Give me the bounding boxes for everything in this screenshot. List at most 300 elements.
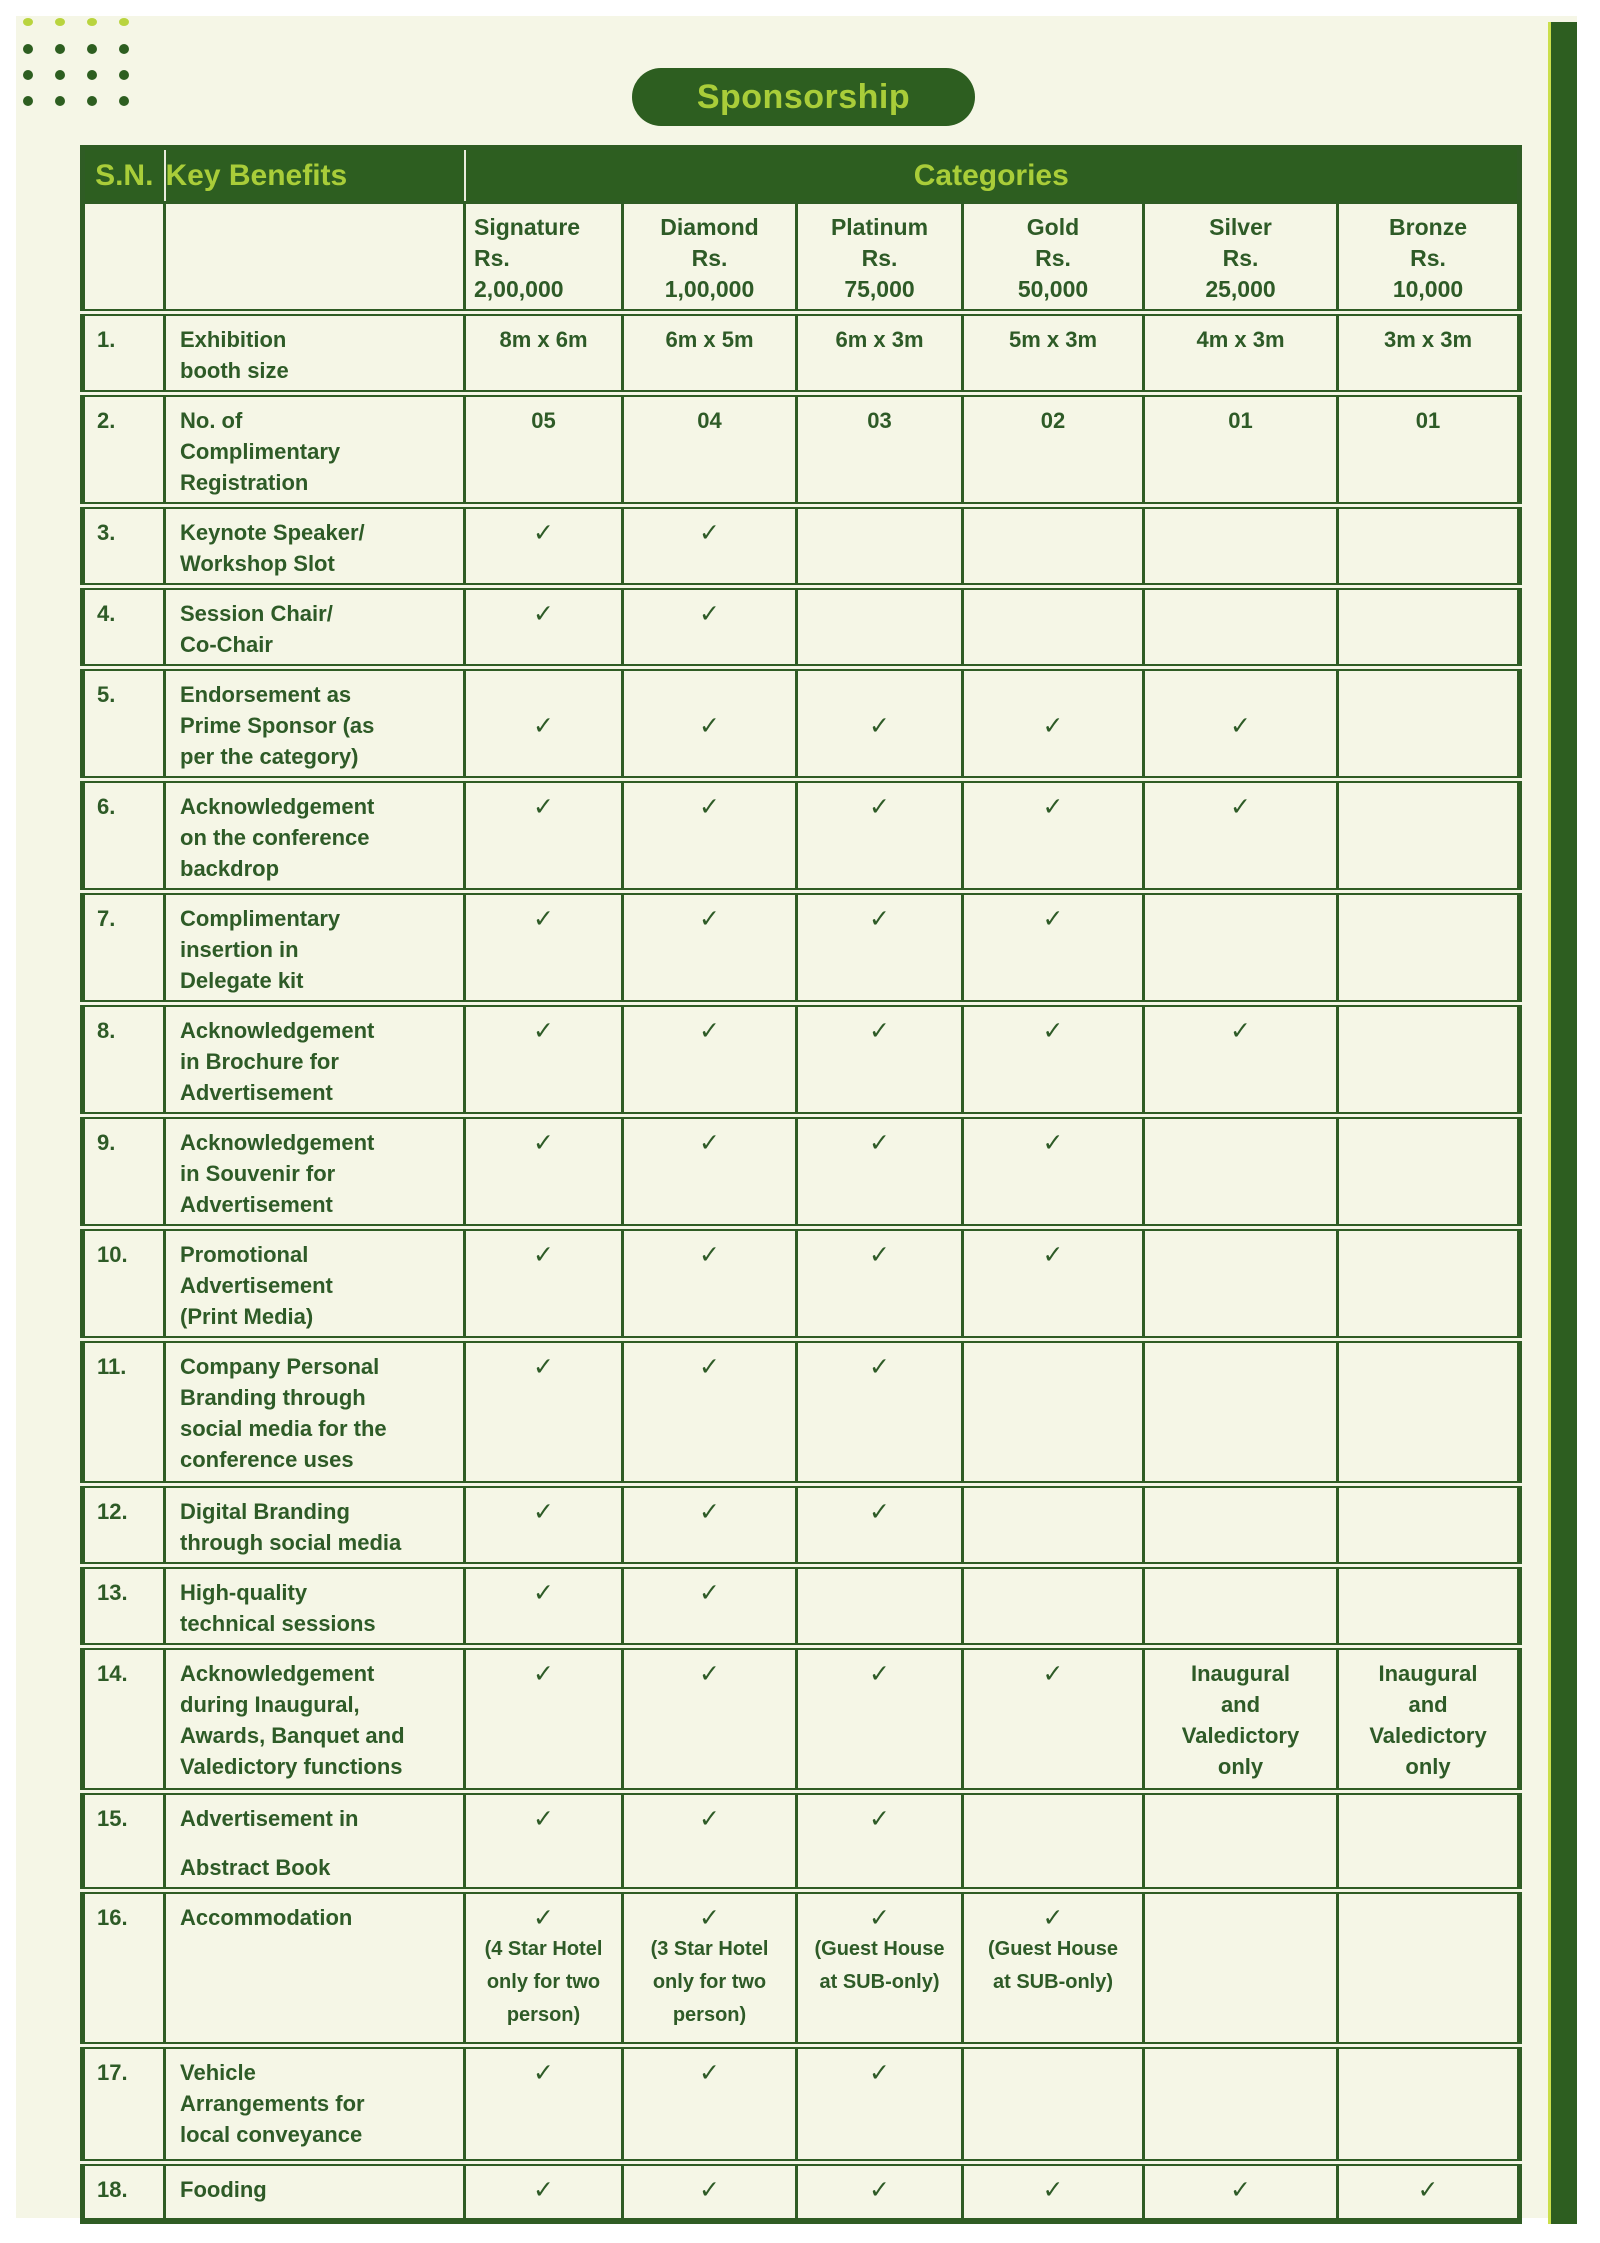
category-cell <box>623 1647 797 1792</box>
category-cell <box>465 1340 623 1485</box>
check-icon: ✓ <box>1042 2175 1064 2204</box>
check-icon: ✓ <box>869 1659 890 1688</box>
category-cell <box>465 313 623 394</box>
category-cell <box>797 1647 963 1792</box>
sn-cell <box>83 1485 165 1566</box>
check-icon: ✓ <box>1417 2175 1439 2204</box>
header-categories: Categories <box>465 148 1520 203</box>
category-signature: Signature Rs. 2,00,000 <box>465 203 623 313</box>
cell-text: Acknowledgement <box>180 1018 375 1043</box>
cell-text: High-quality <box>180 1580 308 1605</box>
check-icon: ✓ <box>533 2175 554 2204</box>
sn-cell <box>83 1340 165 1485</box>
category-cell <box>1144 1566 1338 1647</box>
category-cell <box>797 1566 963 1647</box>
cell-text: at SUB-only) <box>819 1971 940 1993</box>
benefit-cell <box>165 1485 465 1566</box>
category-silver: Silver Rs. 25,000 <box>1144 203 1338 313</box>
category-cell <box>623 1792 797 1891</box>
category-cell <box>1338 2163 1520 2221</box>
check-icon: ✓ <box>699 1128 720 1157</box>
category-cell <box>797 1116 963 1228</box>
benefit-cell <box>165 1340 465 1485</box>
category-cell <box>465 1004 623 1116</box>
cell-text: Advertisement <box>180 1273 333 1298</box>
category-cell <box>623 1004 797 1116</box>
cell-text: Digital Branding <box>180 1499 350 1524</box>
dot <box>87 70 97 80</box>
check-icon: ✓ <box>1230 711 1251 740</box>
page-sheet <box>16 16 1577 2218</box>
table-row <box>83 2046 1520 2163</box>
dot <box>119 70 129 80</box>
dot <box>87 44 97 54</box>
category-cell <box>963 1228 1144 1340</box>
check-icon: ✓ <box>699 518 720 547</box>
dot <box>23 70 33 80</box>
category-cell <box>1338 1340 1520 1485</box>
category-cell <box>623 1891 797 2046</box>
table-row <box>83 2163 1520 2221</box>
benefit-cell <box>165 1647 465 1792</box>
category-platinum: Platinum Rs. 75,000 <box>797 203 963 313</box>
table-row <box>83 1485 1520 1566</box>
category-cell <box>797 506 963 587</box>
check-icon: ✓ <box>1230 792 1251 821</box>
category-cell <box>1144 668 1338 780</box>
category-cell <box>1338 1792 1520 1891</box>
category-cell <box>623 1566 797 1647</box>
empty-cell <box>165 203 465 313</box>
check-icon: ✓ <box>699 1016 720 1045</box>
category-cell <box>1338 1228 1520 1340</box>
cell-text: 14. <box>97 1661 128 1686</box>
cell-text: 4m x 3m <box>1196 327 1285 352</box>
check-icon: ✓ <box>869 1903 890 1932</box>
check-icon: ✓ <box>869 1016 890 1045</box>
header-key-benefits: Key Benefits <box>165 148 465 203</box>
benefit-cell <box>165 587 465 668</box>
benefit-cell <box>165 1792 465 1891</box>
cell-text: Promotional <box>180 1242 309 1267</box>
category-cell <box>1144 1004 1338 1116</box>
cell-text: 7. <box>97 906 116 931</box>
category-cell <box>465 394 623 506</box>
category-cell <box>1144 394 1338 506</box>
category-cell <box>623 668 797 780</box>
category-cell <box>623 1340 797 1485</box>
table-row <box>83 1891 1520 2046</box>
check-icon: ✓ <box>533 1578 554 1607</box>
category-cell <box>797 1340 963 1485</box>
cell-text: No. of <box>180 408 243 433</box>
cell-text: (Guest House <box>814 1938 945 1960</box>
check-icon: ✓ <box>699 1903 720 1932</box>
category-cell <box>1338 892 1520 1004</box>
cell-text: through social media <box>180 1530 402 1555</box>
category-cell <box>465 1228 623 1340</box>
cell-text: Valedictory <box>1181 1723 1300 1748</box>
cell-text: on the conference <box>180 825 370 850</box>
cell-text: Inaugural <box>1378 1661 1478 1686</box>
check-icon: ✓ <box>699 1578 720 1607</box>
dot <box>119 44 129 54</box>
category-cell <box>465 2163 623 2221</box>
category-cell <box>1338 394 1520 506</box>
category-cell <box>797 668 963 780</box>
category-cell <box>1144 506 1338 587</box>
cell-text: 1. <box>97 327 116 352</box>
category-cell <box>1338 1004 1520 1116</box>
header-row <box>83 148 1520 203</box>
category-bronze: Bronze Rs. 10,000 <box>1338 203 1520 313</box>
category-cell <box>465 1792 623 1891</box>
benefit-cell <box>165 2163 465 2221</box>
check-icon: ✓ <box>869 711 890 740</box>
cell-text: during Inaugural, <box>180 1692 360 1717</box>
table-row <box>83 1566 1520 1647</box>
check-icon: ✓ <box>533 792 554 821</box>
category-cell <box>963 892 1144 1004</box>
table-row <box>83 313 1520 394</box>
check-icon: ✓ <box>1042 711 1064 740</box>
cell-text: 11. <box>97 1354 127 1379</box>
sn-cell <box>83 506 165 587</box>
category-cell <box>797 1792 963 1891</box>
cell-text: Prime Sponsor (as <box>180 713 375 738</box>
category-cell <box>1144 2046 1338 2163</box>
cell-text: 6m x 5m <box>665 327 754 352</box>
check-icon: ✓ <box>533 599 554 628</box>
cell-text: only for two <box>652 1971 767 1993</box>
sn-cell <box>83 2163 165 2221</box>
table-row <box>83 1228 1520 1340</box>
sn-cell <box>83 892 165 1004</box>
cell-text: Branding through <box>180 1385 366 1410</box>
category-cell <box>963 1485 1144 1566</box>
category-cell <box>1338 1891 1520 2046</box>
header-sn: S.N. <box>83 148 165 203</box>
check-icon: ✓ <box>699 1804 720 1833</box>
category-cell <box>465 506 623 587</box>
sn-cell <box>83 1116 165 1228</box>
sponsorship-badge-label: Sponsorship <box>696 77 911 116</box>
cell-text: Advertisement <box>180 1192 333 1217</box>
cell-text: person) <box>506 2004 581 2026</box>
category-header-row <box>83 203 1520 313</box>
check-icon: ✓ <box>533 1497 554 1526</box>
sn-cell <box>83 668 165 780</box>
cell-text: 17. <box>97 2060 128 2085</box>
category-cell <box>963 1792 1144 1891</box>
sn-cell <box>83 313 165 394</box>
cell-text: per the category) <box>180 744 359 769</box>
cell-text: Registration <box>180 470 309 495</box>
category-cell <box>963 587 1144 668</box>
cell-text: only <box>1217 1754 1264 1779</box>
check-icon: ✓ <box>869 904 890 933</box>
category-cell <box>1338 668 1520 780</box>
check-icon: ✓ <box>699 1240 720 1269</box>
category-cell <box>465 1485 623 1566</box>
dot <box>55 96 65 106</box>
category-cell <box>1144 587 1338 668</box>
check-icon: ✓ <box>699 792 720 821</box>
category-cell <box>797 394 963 506</box>
category-cell <box>623 506 797 587</box>
cell-text: conference uses <box>180 1447 354 1472</box>
category-cell <box>623 892 797 1004</box>
category-cell <box>963 506 1144 587</box>
sn-cell <box>83 1004 165 1116</box>
cell-text: 6m x 3m <box>835 327 924 352</box>
check-icon: ✓ <box>533 1804 554 1833</box>
check-icon: ✓ <box>1042 1016 1064 1045</box>
cell-text: Acknowledgement <box>180 1130 375 1155</box>
category-cell <box>1338 1116 1520 1228</box>
sn-cell <box>83 1566 165 1647</box>
category-cell <box>1144 1116 1338 1228</box>
category-cell <box>1338 1566 1520 1647</box>
table-row <box>83 506 1520 587</box>
category-cell <box>465 668 623 780</box>
cell-text: Endorsement as <box>180 682 352 707</box>
check-icon: ✓ <box>699 904 720 933</box>
cell-text: Awards, Banquet and <box>180 1723 405 1748</box>
category-cell <box>963 313 1144 394</box>
check-icon: ✓ <box>533 1352 554 1381</box>
empty-cell <box>83 203 165 313</box>
check-icon: ✓ <box>699 1352 720 1381</box>
check-icon: ✓ <box>869 1240 890 1269</box>
table-row <box>83 780 1520 892</box>
table-head <box>83 148 1520 313</box>
benefit-cell <box>165 394 465 506</box>
cell-text: local conveyance <box>180 2122 363 2147</box>
category-cell <box>797 1485 963 1566</box>
category-cell <box>465 587 623 668</box>
sn-cell <box>83 587 165 668</box>
table-row <box>83 1340 1520 1485</box>
category-cell <box>465 2046 623 2163</box>
cell-text: 9. <box>97 1130 116 1155</box>
cell-text: person) <box>672 2004 747 2026</box>
sn-cell <box>83 2046 165 2163</box>
cell-text: Valedictory functions <box>180 1754 403 1779</box>
benefit-cell <box>165 892 465 1004</box>
category-cell <box>963 1647 1144 1792</box>
category-cell <box>797 1228 963 1340</box>
table-row <box>83 1647 1520 1792</box>
cell-text: 12. <box>97 1499 128 1524</box>
category-cell <box>623 1228 797 1340</box>
table-row <box>83 1004 1520 1116</box>
category-cell <box>1338 1485 1520 1566</box>
cell-text: 02 <box>1040 408 1066 433</box>
check-icon: ✓ <box>1042 904 1064 933</box>
cell-text: Company Personal <box>180 1354 380 1379</box>
table-row <box>83 394 1520 506</box>
category-cell <box>797 2163 963 2221</box>
cell-text: (4 Star Hotel <box>484 1938 603 1960</box>
cell-text: 16. <box>97 1905 128 1930</box>
cell-text: 5. <box>97 682 116 707</box>
check-icon: ✓ <box>699 1497 720 1526</box>
cell-text: 2. <box>97 408 116 433</box>
check-icon: ✓ <box>869 2058 890 2087</box>
cell-text: Session Chair/ <box>180 601 333 626</box>
check-icon: ✓ <box>869 1497 890 1526</box>
cell-text: 15. <box>97 1806 128 1831</box>
category-cell <box>797 313 963 394</box>
check-icon: ✓ <box>869 792 890 821</box>
category-cell <box>1338 1647 1520 1792</box>
category-cell <box>1338 313 1520 394</box>
sn-cell <box>83 780 165 892</box>
sn-cell <box>83 1891 165 2046</box>
cell-text: Vehicle <box>180 2060 256 2085</box>
cell-text: (Print Media) <box>180 1304 314 1329</box>
cell-text: 3. <box>97 520 116 545</box>
sn-cell <box>83 394 165 506</box>
category-cell <box>963 2163 1144 2221</box>
cell-text: Exhibition <box>180 327 287 352</box>
category-cell <box>465 1647 623 1792</box>
category-cell <box>623 2046 797 2163</box>
category-cell <box>623 780 797 892</box>
category-cell <box>465 1566 623 1647</box>
category-cell <box>963 394 1144 506</box>
dot <box>55 70 65 80</box>
dot <box>87 18 97 26</box>
check-icon: ✓ <box>1230 1016 1251 1045</box>
cell-text: 05 <box>531 408 556 433</box>
benefit-cell <box>165 1228 465 1340</box>
check-icon: ✓ <box>533 711 554 740</box>
side-accent-bar <box>1551 22 1577 2224</box>
category-cell <box>963 780 1144 892</box>
cell-text: 18. <box>97 2177 128 2202</box>
cell-text: Keynote Speaker/ <box>180 520 365 545</box>
cell-text: (3 Star Hotel <box>650 1938 769 1960</box>
category-cell <box>1144 1485 1338 1566</box>
dot <box>119 18 129 26</box>
category-cell <box>465 780 623 892</box>
category-cell <box>1144 1340 1338 1485</box>
cell-text: 13. <box>97 1580 128 1605</box>
dots-decoration <box>23 18 151 128</box>
cell-text: 3m x 3m <box>1383 327 1473 352</box>
check-icon: ✓ <box>533 904 554 933</box>
category-diamond: Diamond Rs. 1,00,000 <box>623 203 797 313</box>
table-row <box>83 668 1520 780</box>
cell-text: in Brochure for <box>180 1049 339 1074</box>
cell-text: at SUB-only) <box>993 1971 1113 1993</box>
category-cell <box>623 1116 797 1228</box>
benefit-cell <box>165 2046 465 2163</box>
category-cell <box>797 587 963 668</box>
cell-text: Abstract Book <box>180 1855 331 1880</box>
cell-text: only for two <box>486 1971 601 1993</box>
category-cell <box>797 1004 963 1116</box>
category-cell <box>963 668 1144 780</box>
sponsorship-badge <box>632 68 975 126</box>
category-cell <box>1338 587 1520 668</box>
check-icon: ✓ <box>869 2175 890 2204</box>
category-cell <box>1144 892 1338 1004</box>
cell-text: Complimentary <box>180 906 341 931</box>
category-cell <box>465 1891 623 2046</box>
category-cell <box>963 1340 1144 1485</box>
category-cell <box>1144 1228 1338 1340</box>
cell-text: 10. <box>97 1242 128 1267</box>
cell-text: Accommodation <box>180 1905 353 1930</box>
benefit-cell <box>165 1891 465 2046</box>
check-icon: ✓ <box>869 1128 890 1157</box>
cell-text: Inaugural <box>1190 1661 1290 1686</box>
check-icon: ✓ <box>1042 1903 1064 1932</box>
category-cell <box>1144 1891 1338 2046</box>
check-icon: ✓ <box>869 1352 890 1381</box>
category-gold: Gold Rs. 50,000 <box>963 203 1144 313</box>
dot <box>55 44 65 54</box>
cell-text: 6. <box>97 794 116 819</box>
benefit-cell <box>165 668 465 780</box>
cell-text: insertion in <box>180 937 299 962</box>
cell-text: 4. <box>97 601 116 626</box>
category-cell <box>1338 780 1520 892</box>
category-cell <box>623 587 797 668</box>
benefit-cell <box>165 780 465 892</box>
cell-text: Arrangements for <box>180 2091 365 2116</box>
category-cell <box>1144 2163 1338 2221</box>
category-cell <box>797 780 963 892</box>
table-body <box>83 313 1520 2221</box>
category-cell <box>623 2163 797 2221</box>
cell-text: Acknowledgement <box>180 1661 375 1686</box>
cell-text: Fooding <box>180 2177 267 2202</box>
table-row <box>83 1116 1520 1228</box>
cell-text: (Guest House <box>987 1938 1119 1960</box>
cell-text: Acknowledgement <box>180 794 375 819</box>
dot <box>23 18 33 26</box>
dot <box>23 44 33 54</box>
check-icon: ✓ <box>533 1240 554 1269</box>
check-icon: ✓ <box>533 1903 554 1932</box>
sn-cell <box>83 1792 165 1891</box>
cell-text: 8m x 6m <box>499 327 588 352</box>
category-cell <box>465 892 623 1004</box>
cell-text: 03 <box>867 408 892 433</box>
check-icon: ✓ <box>533 2058 554 2087</box>
cell-text: 8. <box>97 1018 116 1043</box>
check-icon: ✓ <box>869 1804 890 1833</box>
category-cell <box>1338 506 1520 587</box>
check-icon: ✓ <box>533 518 554 547</box>
category-cell <box>963 2046 1144 2163</box>
cell-text: in Souvenir for <box>180 1161 336 1186</box>
cell-text: Workshop Slot <box>180 551 335 576</box>
category-cell <box>797 2046 963 2163</box>
check-icon: ✓ <box>1042 792 1064 821</box>
check-icon: ✓ <box>1042 1659 1064 1688</box>
category-cell <box>963 1116 1144 1228</box>
category-cell <box>1144 1792 1338 1891</box>
benefit-cell <box>165 313 465 394</box>
sponsorship-table <box>80 145 1522 2224</box>
cell-text: 5m x 3m <box>1008 327 1098 352</box>
category-cell <box>465 1116 623 1228</box>
